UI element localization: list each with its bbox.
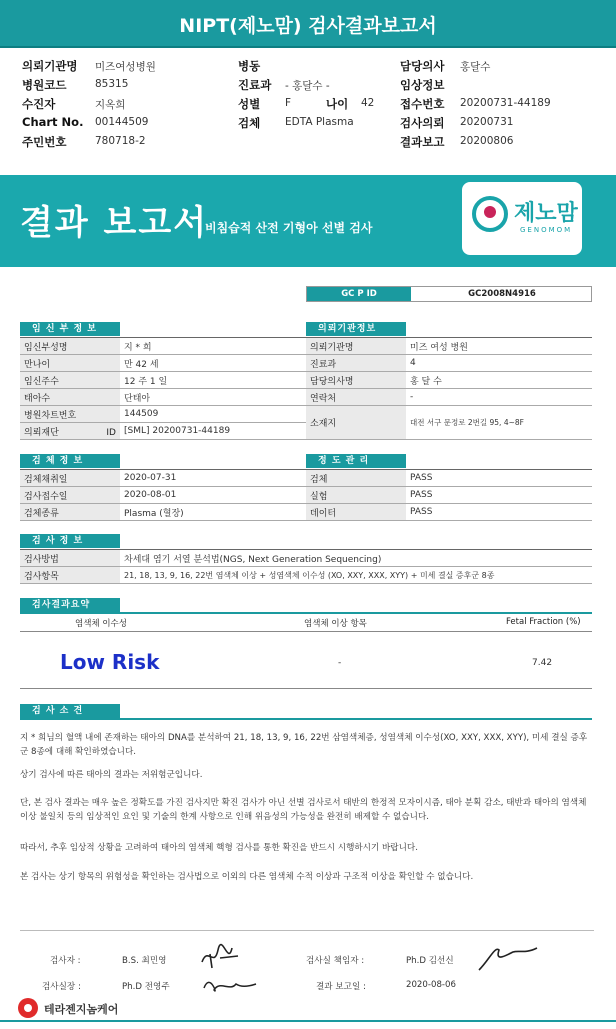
age-label: 나이	[326, 97, 349, 111]
dept-value: - 홍달수 -	[285, 80, 330, 92]
table-row: 태아수 단태아	[20, 389, 306, 406]
specimen-value: EDTA Plasma	[285, 116, 354, 128]
table-row: 검사방법 차세대 염기 서열 분석법(NGS, Next Generation Sequencing)	[20, 550, 592, 567]
table-row: 검체채취일 2020-07-31	[20, 470, 306, 487]
section-test-info: 검 사 정 보	[20, 534, 120, 548]
table-row: 담당의사명 홍 달 수	[306, 372, 592, 389]
hospital-code-value: 85315	[95, 78, 129, 90]
result-low-risk: Low Risk	[60, 650, 160, 674]
section-qc: 정 도 관 리	[306, 454, 406, 468]
gcpid-value: GC2008N4916	[468, 289, 536, 299]
institution-info-table	[306, 337, 592, 440]
patient-header	[0, 52, 616, 162]
lab-director-signature-icon	[200, 970, 260, 998]
finding-paragraph-1: 지 * 희님의 혈액 내에 존재하는 태아의 DNA를 분석하여 21, 18, 13, 9, 16, 22번 삼염색체증, 성염색체 이수성(XO, XXY, XXX, XYY), 미세 결실 증후군 8종에 대해 확인하였습니다.	[20, 733, 588, 757]
request-value: 20200731	[460, 116, 514, 128]
test-info-table	[20, 549, 592, 584]
table-row: 실험 PASS	[306, 487, 592, 504]
signature-divider	[20, 930, 594, 931]
responsible-signature-icon	[475, 940, 541, 974]
summary-header	[20, 614, 592, 632]
finding-paragraph-2: 상기 검사에 따른 태아의 결과는 저위험군입니다.	[20, 770, 203, 780]
lab-director-name: Ph.D 전영주	[122, 982, 170, 992]
table-row: 검체종류 Plasma (혈장)	[20, 504, 306, 521]
banner-subtitle: 비침습적 산전 기형아 선별 검사	[205, 221, 373, 235]
request-label: 검사의뢰	[400, 116, 445, 130]
specimen-info-table	[20, 469, 306, 521]
responsible-label: 검사실 책임자 :	[306, 956, 365, 966]
banner-title: 결과 보고서	[20, 203, 209, 243]
gcpid-label: GC P ID	[307, 287, 411, 301]
summary-col-aneuploidy: 염색체 이수성	[75, 619, 127, 629]
section-findings: 검 사 소 견	[20, 704, 120, 718]
logo-text: 제노맘	[514, 201, 578, 226]
section-pregnant-info: 임 신 부 정 보	[20, 322, 120, 336]
age-value: 42	[361, 97, 375, 109]
recipient-label: 수진자	[22, 97, 56, 111]
table-row: 의뢰기관명 미즈 여성 병원	[306, 338, 592, 355]
table-row: 검체 PASS	[306, 470, 592, 487]
lab-director-label: 검사실장 :	[42, 982, 81, 992]
institution-value: 미즈여성병원	[95, 61, 156, 73]
specimen-label: 검체	[238, 116, 261, 130]
document-title: NIPT(제노맘) 검사결과보고서	[0, 0, 616, 48]
finding-paragraph-3: 단, 본 검사 결과는 매우 높은 정확도를 가진 검사지만 확진 검사가 아닌 선별 검사로서 태반의 한정적 모자이시즘, 태아 분획 감소, 태반과 태아의 염색체 이상 불일치 등의 임상적인 요인 및 기술의 한계 사항으로 인해 위음성의 가능성을 완전히 배제할 수 없습니다.	[20, 798, 587, 822]
company-logo-icon	[18, 998, 38, 1018]
section-summary: 검사결과요약	[20, 598, 120, 612]
dept-label: 진료과	[238, 78, 272, 92]
table-row: 데이터 PASS	[306, 504, 592, 521]
rrn-label: 주민번호	[22, 135, 67, 149]
accession-label: 접수번호	[400, 97, 445, 111]
pregnant-info-table	[20, 337, 306, 440]
report-date-value: 2020-08-06	[406, 980, 456, 990]
report-label: 결과보고	[400, 135, 445, 149]
table-row: 의뢰재단 ID [SML] 20200731-44189	[20, 423, 306, 440]
findings-divider	[20, 718, 592, 720]
accession-value: 20200731-44189	[460, 97, 551, 109]
summary-col-fetal-fraction: Fetal Fraction (%)	[506, 617, 581, 627]
finding-paragraph-4: 따라서, 추후 임상적 상황을 고려하여 태아의 염색체 핵형 검사를 통한 확진을 반드시 시행하시기 바랍니다.	[20, 843, 418, 853]
summary-bottom-line	[20, 688, 592, 689]
table-row: 임신부성명 지 * 희	[20, 338, 306, 355]
summary-abnormal-value: -	[338, 658, 342, 668]
responsible-name: Ph.D 김선신	[406, 956, 454, 966]
footer-line	[0, 1020, 616, 1022]
chart-label: Chart No.	[22, 115, 84, 129]
qc-table	[306, 469, 592, 521]
ward-label: 병동	[238, 59, 261, 73]
sex-label: 성별	[238, 97, 261, 111]
rrn-value: 780718-2	[95, 135, 146, 147]
table-row: 검사접수일 2020-08-01	[20, 487, 306, 504]
section-specimen-info: 검 체 정 보	[20, 454, 120, 468]
table-row: 병원차트번호 144509	[20, 406, 306, 423]
company-name: 테라젠지놈케어	[44, 1003, 119, 1016]
table-row: 연락처 -	[306, 389, 592, 406]
tester-name: B.S. 최민영	[122, 956, 167, 966]
table-row: 진료과 4	[306, 355, 592, 372]
chart-value: 00144509	[95, 116, 149, 128]
section-institution-info: 의뢰기관정보	[306, 322, 406, 336]
institution-label: 의뢰기관명	[22, 59, 78, 73]
clinical-label: 임상정보	[400, 78, 445, 92]
logo-subtext: GENOMOM	[520, 226, 573, 234]
recipient-value: 지옥희	[95, 99, 126, 111]
sex-value: F	[285, 97, 292, 109]
table-row: 만나이 만 42 세	[20, 355, 306, 372]
summary-col-abnormal: 염색체 이상 항목	[304, 619, 367, 629]
table-row: 소재지 대전 서구 문정로 2번길 95, 4~8F	[306, 406, 592, 440]
genomom-logo	[462, 182, 582, 255]
table-row: 검사항목 21, 18, 13, 9, 16, 22번 염색체 이상 + 성염색체 이수성 (XO, XXY, XXX, XYY) + 미세 결실 증후군 8종	[20, 567, 592, 584]
report-date-label: 결과 보고일 :	[316, 982, 366, 992]
report-value: 20200806	[460, 135, 514, 147]
hospital-code-label: 병원코드	[22, 78, 67, 92]
table-row: 임신주수 12 주 1 일	[20, 372, 306, 389]
finding-paragraph-5: 본 검사는 상기 항목의 위험성을 확인하는 검사법으로 이외의 다른 염색체 수적 이상과 구조적 이상을 확인할 수 없습니다.	[20, 872, 474, 882]
tester-label: 검사자 :	[50, 956, 81, 966]
summary-fetal-fraction-value: 7.42	[532, 658, 553, 668]
doctor-value: 홍달수	[460, 61, 491, 73]
doctor-label: 담당의사	[400, 59, 445, 73]
gcpid-box	[306, 286, 592, 302]
tester-signature-icon	[198, 938, 246, 972]
logo-mark-icon	[472, 196, 508, 232]
